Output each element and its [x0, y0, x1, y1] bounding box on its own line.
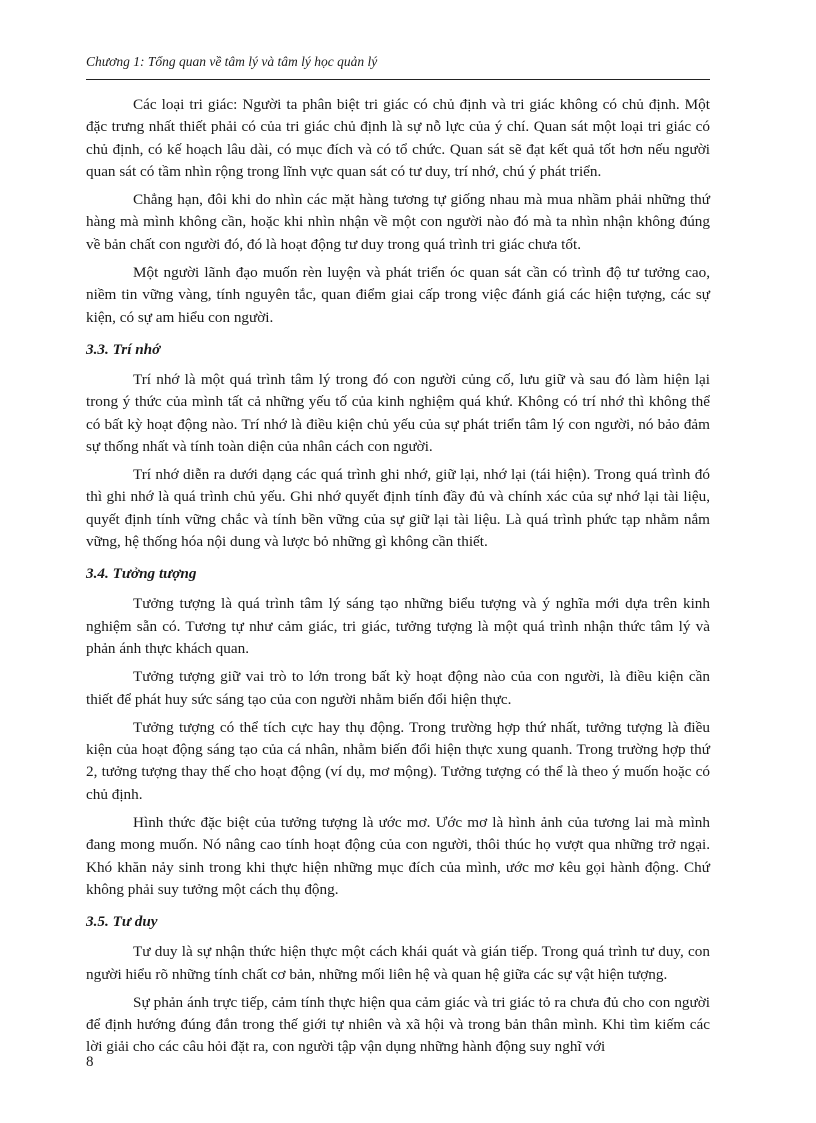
paragraph: Tư duy là sự nhận thức hiện thực một cách khái quát và gián tiếp. Trong quá trình tư duy, con người hiểu rõ những tính chất cơ bản, những mối liên hệ và quan hệ giữa các sự vật hiện tượng. [86, 943, 710, 983]
header-rule [86, 79, 710, 80]
section-heading-3-4: 3.4. Tưởng tượng [86, 565, 197, 583]
section-heading-3-3: 3.3. Trí nhớ [86, 340, 161, 358]
section-heading-3-5: 3.5. Tư duy [86, 913, 158, 931]
paragraph: Một người lãnh đạo muốn rèn luyện và phát triển óc quan sát cần có trình độ tư tưởng cao, niềm tin vững vàng, tính nguyên tắc, quan điểm giai cấp trong việc đánh giá các hiện tượng, các sự kiện, có sự am hiểu con người. [86, 264, 710, 326]
paragraph: Chẳng hạn, đôi khi do nhìn các mặt hàng tương tự giống nhau mà mua nhầm phải những thứ hàng mà mình không cần, hoặc khi nhìn nhận về một con người nào đó mà ta nhìn nhận không đúng về bản chất con người đó, đó là hoạt động tư duy trong quá trình tri giác chưa tốt. [86, 191, 710, 253]
paragraph: Sự phản ánh trực tiếp, cảm tính thực hiện qua cảm giác và tri giác tỏ ra chưa đủ cho con người để định hướng đúng đắn trong thế giới tự nhiên và xã hội và trong bản thân mình. Khi tìm kiếm các lời giải cho các câu hỏi đặt ra, con người tập vận dụng những hành động suy nghĩ với [86, 993, 710, 1056]
paragraph: Các loại tri giác: Người ta phân biệt tri giác có chủ định và tri giác không có chủ định. Một đặc trưng nhất thiết phải có của tri giác chủ định là sự nỗ lực của ý chí. Quan sát một loại tri giác có chủ định, có kế hoạch lâu dài, có mục đích và có tổ chức. Quan sát sẽ đạt kết quả tốt hơn nếu người quan sát có tầm nhìn rộng trong lĩnh vực quan sát có tư duy, trí nhớ, chú ý phát triển. [86, 96, 710, 180]
paragraph: Tưởng tượng là quá trình tâm lý sáng tạo những biểu tượng và ý nghĩa mới dựa trên kinh nghiệm sẵn có. Tương tự như cảm giác, tri giác, tưởng tượng là một quá trình nhận thức tâm lý và phản ánh thực khách quan. [86, 595, 710, 657]
paragraph: Trí nhớ diễn ra dưới dạng các quá trình ghi nhớ, giữ lại, nhớ lại (tái hiện). Trong quá trình đó thì ghi nhớ là quá trình chủ yếu. Ghi nhớ quyết định tính đầy đủ và chính xác của sự nhớ lại tài liệu, quyết định tính vững chắc và tính bền vững của sự giữ lại tài liệu. Là quá trình phức tạp nhằm nắm vững, hệ thống hóa nội dung và lược bỏ những gì không cần thiết. [86, 466, 710, 551]
paragraph: Tưởng tượng giữ vai trò to lớn trong bất kỳ hoạt động nào của con người, là điều kiện cần thiết để phát huy sức sáng tạo của con người nhằm biến đổi hiện thực. [86, 668, 710, 708]
paragraph: Hình thức đặc biệt của tưởng tượng là ước mơ. Ước mơ là hình ảnh của tương lai mà mình đang mong muốn. Nó nâng cao tính hoạt động của con người, thôi thúc họ vượt qua những trở ngại. Khó khăn nảy sinh trong khi thực hiện những mục đích của mình, ước mơ kêu gọi hành động. Chứ không phải suy tưởng một cách thụ động. [86, 814, 710, 898]
paragraph: Trí nhớ là một quá trình tâm lý trong đó con người củng cố, lưu giữ và sau đó làm hiện lại trong ý thức của mình tất cả những yếu tố của kinh nghiệm quá khứ. Không có trí nhớ thì không thể có bất kỳ hoạt động nào. Trí nhớ là điều kiện chủ yếu của sự phát triển tâm lý con người, nó bảo đảm sự thống nhất và tính toàn diện của nhân cách con người. [86, 370, 710, 455]
running-header: Chương 1: Tổng quan về tâm lý và tâm lý học quản lý [86, 54, 378, 69]
page-number: 8 [86, 1054, 94, 1070]
page-content [86, 94, 710, 1065]
paragraph: Tưởng tượng có thể tích cực hay thụ động. Trong trường hợp thứ nhất, tưởng tượng là điều kiện của hoạt động sáng tạo của cá nhân, nhằm biến đổi hiện thực xung quanh. Trong trường hợp thứ 2, tưởng tượng thay thế cho hoạt động (ví dụ, mơ mộng). Tưởng tượng có thể là theo ý muốn hoặc có chủ định. [86, 718, 710, 803]
